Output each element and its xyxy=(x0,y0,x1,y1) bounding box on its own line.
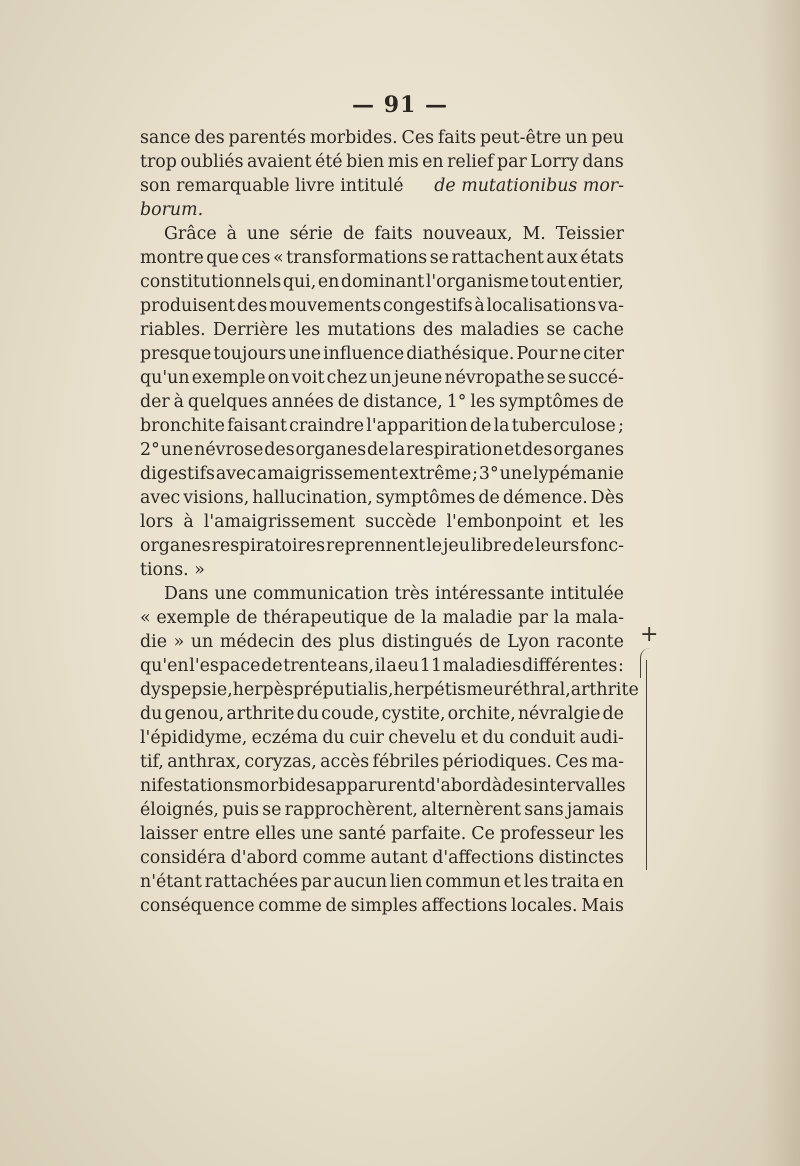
word: symptômes xyxy=(499,392,599,412)
word: dyspepsie, xyxy=(140,680,233,700)
word: se xyxy=(546,368,566,388)
word: comme xyxy=(302,848,366,868)
word: entier, xyxy=(567,272,624,292)
word: conduit xyxy=(509,728,576,748)
word: eczéma xyxy=(251,728,319,748)
word: d'abord xyxy=(424,776,492,796)
word: craindre xyxy=(289,416,365,436)
word: communication xyxy=(253,584,389,604)
word: du xyxy=(322,728,345,748)
word: 2° xyxy=(140,440,160,460)
word: audi- xyxy=(579,728,624,748)
word: de xyxy=(393,608,416,628)
word: de xyxy=(342,224,365,244)
word: orchite, xyxy=(447,704,516,724)
word: herpétisme xyxy=(393,680,493,700)
word: maladies xyxy=(442,656,522,676)
text-line xyxy=(140,126,624,150)
word: fonc- xyxy=(580,536,624,556)
word: périodiques. xyxy=(442,752,552,772)
margin-plus-mark: + xyxy=(640,622,659,647)
word: arthrite xyxy=(226,704,295,724)
word: de xyxy=(478,488,500,508)
word: rattachent xyxy=(451,248,544,268)
text-line xyxy=(140,894,624,918)
word: de xyxy=(479,632,501,652)
word: organes xyxy=(140,536,211,556)
word: symptômes xyxy=(375,488,476,508)
word: l'organisme xyxy=(425,272,529,292)
word: les xyxy=(523,872,549,892)
word: l'amaigrissement xyxy=(203,512,356,532)
paragraph-start xyxy=(140,222,624,246)
word: accès xyxy=(320,752,370,772)
word: se xyxy=(546,320,566,340)
word: les xyxy=(599,512,624,532)
word: ces xyxy=(241,248,271,268)
word: Lorry xyxy=(530,152,579,172)
word: intéressante xyxy=(434,584,545,604)
word: simples xyxy=(350,896,418,916)
word: 1° xyxy=(446,392,467,412)
word: jeune xyxy=(393,368,443,388)
word: influence xyxy=(323,344,405,364)
word: nifestations xyxy=(140,776,243,796)
word: autant xyxy=(370,848,428,868)
word: différentes xyxy=(521,656,618,676)
word: et xyxy=(460,728,479,748)
word: » xyxy=(173,632,185,652)
word: « xyxy=(140,608,151,628)
word: ; xyxy=(472,464,479,484)
text-line xyxy=(140,726,624,750)
word: la xyxy=(553,608,570,628)
word: à xyxy=(183,512,194,532)
word: herpès xyxy=(232,680,293,700)
word: mouvements xyxy=(269,296,382,316)
word: des xyxy=(422,320,454,340)
text-line xyxy=(140,678,639,702)
word: thérapeutique xyxy=(263,608,389,628)
word: de xyxy=(602,704,624,724)
text-line xyxy=(140,630,624,654)
word: ans, xyxy=(337,656,374,676)
word: santé xyxy=(338,824,387,844)
word: démence. xyxy=(502,488,588,508)
text-line xyxy=(140,270,624,294)
word: mala- xyxy=(575,608,624,628)
word: extrême xyxy=(398,464,472,484)
word: reprennent xyxy=(326,536,426,556)
word: des xyxy=(522,440,553,460)
word: avec xyxy=(215,464,257,484)
text-line xyxy=(140,366,624,390)
word: citer xyxy=(583,344,624,364)
italic-title: de mutationibus mor- xyxy=(434,176,624,196)
word: apparurent xyxy=(325,776,425,796)
word: une xyxy=(160,440,194,460)
word: chevelu xyxy=(388,728,457,748)
word: maladies xyxy=(460,320,539,340)
body-text xyxy=(140,126,639,918)
word: trop xyxy=(140,152,177,172)
word: Pour xyxy=(516,344,558,364)
word: une xyxy=(246,224,280,244)
word: une xyxy=(300,824,334,844)
word: été xyxy=(315,152,343,172)
page-number: — 91 — xyxy=(352,92,448,118)
word: de xyxy=(325,896,347,916)
word: va- xyxy=(597,296,624,316)
text-line: tions. » xyxy=(140,560,205,580)
text-line xyxy=(140,534,624,558)
word: bien xyxy=(346,152,385,172)
word: et xyxy=(504,440,522,460)
word: eu xyxy=(397,656,420,676)
word: Teissier xyxy=(555,224,624,244)
word: libre xyxy=(470,536,512,556)
word: des xyxy=(264,440,295,460)
word: Ces xyxy=(555,752,588,772)
word: Lyon xyxy=(507,632,550,652)
word: nouveaux, xyxy=(422,224,513,244)
word: préputialis, xyxy=(292,680,394,700)
word: coude, xyxy=(321,704,380,724)
word: par xyxy=(497,152,527,172)
text-line xyxy=(140,606,624,630)
word: à xyxy=(491,776,503,796)
word: à xyxy=(173,392,185,412)
word: Mais xyxy=(581,896,624,916)
page-edge-shadow xyxy=(760,0,800,1166)
word: des xyxy=(194,128,225,148)
text-line xyxy=(140,846,624,870)
word: de xyxy=(512,536,535,556)
word: faits xyxy=(374,224,413,244)
word: 11 xyxy=(419,656,442,676)
word: Grâce xyxy=(164,224,217,244)
word: exemple xyxy=(156,608,231,628)
word: névralgie xyxy=(517,704,601,724)
word: locales. xyxy=(511,896,578,916)
text-line xyxy=(140,294,624,318)
word: intervalles xyxy=(532,776,626,796)
word: il xyxy=(374,656,386,676)
word: aucun xyxy=(333,872,388,892)
word: laisser xyxy=(140,824,198,844)
word: qu'un xyxy=(140,368,190,388)
word: alternèrent xyxy=(421,800,521,820)
word: transformations xyxy=(286,248,428,268)
word: des xyxy=(301,632,332,652)
word: névropathe xyxy=(444,368,545,388)
word: de xyxy=(337,392,360,412)
word: d'abord xyxy=(230,848,298,868)
word: les xyxy=(599,824,624,844)
word: très xyxy=(394,584,430,604)
word: conséquence xyxy=(140,896,255,916)
word: tuberculose xyxy=(511,416,616,436)
word: respiration xyxy=(406,440,504,460)
word: raconte xyxy=(556,632,624,652)
text-line xyxy=(140,414,624,438)
word: intitulée xyxy=(550,584,624,604)
word: se xyxy=(262,800,282,820)
word: jamais xyxy=(566,800,624,820)
word: un xyxy=(369,368,392,388)
word: du xyxy=(482,728,505,748)
word: de xyxy=(469,416,492,436)
text-line xyxy=(140,870,624,894)
word: lypémanie xyxy=(533,464,624,484)
word: Ces xyxy=(401,128,435,148)
word: dominant xyxy=(340,272,425,292)
paragraph-start xyxy=(140,582,624,606)
word: lien xyxy=(389,872,423,892)
word: tif, xyxy=(140,752,164,772)
word: cuir xyxy=(349,728,384,748)
word: Ce xyxy=(471,824,495,844)
word: puis xyxy=(222,800,260,820)
word: parfaite. xyxy=(391,824,467,844)
word: lors xyxy=(140,512,174,532)
word: la xyxy=(389,440,406,460)
text-line xyxy=(140,798,624,822)
word: d'affections xyxy=(432,848,535,868)
word: : xyxy=(618,656,624,676)
word: toujours xyxy=(213,344,287,364)
text-line xyxy=(140,246,624,270)
text-line xyxy=(140,486,624,510)
word: localisations xyxy=(486,296,597,316)
word: fébriles xyxy=(372,752,440,772)
word: considéra xyxy=(140,848,227,868)
word: années xyxy=(271,392,334,412)
word: l'espace xyxy=(189,656,261,676)
word: exemple xyxy=(191,368,266,388)
word: diathésique. xyxy=(406,344,515,364)
word: de xyxy=(602,392,624,412)
word: du xyxy=(296,704,319,724)
word: l'apparition xyxy=(366,416,468,436)
word: éloignés, xyxy=(140,800,219,820)
word: der xyxy=(140,392,170,412)
word: rattachées xyxy=(204,872,299,892)
word: des xyxy=(236,296,268,316)
word: rapprochèrent, xyxy=(284,800,418,820)
text-line xyxy=(140,318,624,342)
word: faits xyxy=(437,128,477,148)
word: maladie xyxy=(442,608,513,628)
text-line xyxy=(140,438,624,462)
word: organes xyxy=(553,440,624,460)
word: succé- xyxy=(568,368,624,388)
word: genou, xyxy=(164,704,225,724)
word: trente xyxy=(283,656,338,676)
word: des xyxy=(502,776,533,796)
word: arthrite xyxy=(570,680,639,700)
word: hallucination, xyxy=(252,488,373,508)
word: et xyxy=(503,872,521,892)
word: une xyxy=(499,464,533,484)
word: distingués xyxy=(381,632,473,652)
word: dans xyxy=(582,152,624,172)
word: montre xyxy=(140,248,204,268)
text-line xyxy=(140,702,624,726)
text-line-with-title xyxy=(140,174,624,198)
word: névrose xyxy=(194,440,264,460)
word: qui, xyxy=(282,272,317,292)
word: une xyxy=(288,344,322,364)
word: sans xyxy=(524,800,564,820)
word: la xyxy=(420,608,437,628)
word: constitutionnels xyxy=(140,272,282,292)
word: peut-être xyxy=(479,128,562,148)
word: professeur xyxy=(499,824,595,844)
word: presque xyxy=(140,344,212,364)
word: se xyxy=(429,248,449,268)
word: tout xyxy=(530,272,567,292)
word: jeu xyxy=(443,536,470,556)
word: un xyxy=(190,632,214,652)
word: die xyxy=(140,632,167,652)
word: états xyxy=(580,248,624,268)
word: l'embonpoint xyxy=(446,512,562,532)
word: commun xyxy=(425,872,501,892)
word: mis xyxy=(387,152,419,172)
margin-bracket xyxy=(636,660,647,870)
word: produisent xyxy=(140,296,236,316)
word: bronchite xyxy=(140,416,225,436)
word: cache xyxy=(572,320,624,340)
word: plus xyxy=(338,632,375,652)
word: digestifs xyxy=(140,464,215,484)
word: de xyxy=(235,608,258,628)
text-line xyxy=(140,822,624,846)
word: riables. xyxy=(140,320,206,340)
text-segment: son remarquable livre intitulé xyxy=(140,176,404,196)
word: par xyxy=(300,872,331,892)
word: ne xyxy=(559,344,582,364)
word: à xyxy=(474,296,485,316)
word: Dès xyxy=(590,488,624,508)
word: en xyxy=(317,272,340,292)
word: visions, xyxy=(183,488,250,508)
word: n'étant xyxy=(140,872,202,892)
word: « xyxy=(272,248,284,268)
word: comme xyxy=(258,896,322,916)
word: 3° xyxy=(478,464,499,484)
word: du xyxy=(140,704,163,724)
word: entre xyxy=(202,824,251,844)
word: elles xyxy=(255,824,296,844)
word: succède xyxy=(365,512,437,532)
text-line xyxy=(140,150,624,174)
text-line xyxy=(140,462,624,486)
word: on xyxy=(267,368,290,388)
word: en xyxy=(422,152,444,172)
word: par xyxy=(518,608,548,628)
word: Derrière xyxy=(212,320,289,340)
word: l'épididyme, xyxy=(140,728,248,748)
word: distance, xyxy=(363,392,443,412)
word: leurs xyxy=(535,536,580,556)
word: qu'en xyxy=(140,656,189,676)
word: sance xyxy=(140,128,191,148)
word: et xyxy=(571,512,590,532)
word: quelques xyxy=(187,392,268,412)
word: voit xyxy=(291,368,325,388)
word: ma- xyxy=(591,752,624,772)
word: respiratoires xyxy=(211,536,326,556)
word: peu xyxy=(591,128,624,148)
word: distinctes xyxy=(538,848,624,868)
word: affections xyxy=(421,896,508,916)
word: morbides. xyxy=(309,128,398,148)
word: faisant xyxy=(227,416,287,436)
word: a xyxy=(386,656,397,676)
text-line xyxy=(140,510,624,534)
word: les xyxy=(295,320,321,340)
word: M. xyxy=(522,224,546,244)
word: un xyxy=(565,128,588,148)
word: le xyxy=(426,536,443,556)
word: traita xyxy=(551,872,600,892)
word: que xyxy=(206,248,239,268)
word: mutations xyxy=(327,320,416,340)
text-line xyxy=(140,774,624,798)
word: organes xyxy=(295,440,367,460)
text-line xyxy=(140,390,624,414)
word: uréthral, xyxy=(492,680,571,700)
text-line xyxy=(140,654,624,678)
word: ; xyxy=(618,416,624,436)
word: la xyxy=(493,416,510,436)
word: Dans xyxy=(164,584,209,604)
word: cystite, xyxy=(381,704,446,724)
word: anthrax, xyxy=(167,752,242,772)
word: oubliés xyxy=(180,152,244,172)
word: de xyxy=(261,656,283,676)
word: morbides xyxy=(242,776,326,796)
word: série xyxy=(289,224,333,244)
word: congestifs xyxy=(382,296,473,316)
word: amaigrissement xyxy=(256,464,398,484)
word: coryzas, xyxy=(244,752,317,772)
text-line xyxy=(140,750,624,774)
text-line: borum. xyxy=(140,200,204,220)
word: médecin xyxy=(219,632,295,652)
word: de xyxy=(367,440,389,460)
word: avaient xyxy=(246,152,312,172)
word: en xyxy=(602,872,624,892)
word: chez xyxy=(326,368,368,388)
word: une xyxy=(214,584,248,604)
word: aux xyxy=(546,248,578,268)
text-line xyxy=(140,342,624,366)
word: à xyxy=(226,224,237,244)
word: avec xyxy=(140,488,181,508)
word: relief xyxy=(447,152,494,172)
word: parentés xyxy=(228,128,307,148)
word: les xyxy=(470,392,496,412)
